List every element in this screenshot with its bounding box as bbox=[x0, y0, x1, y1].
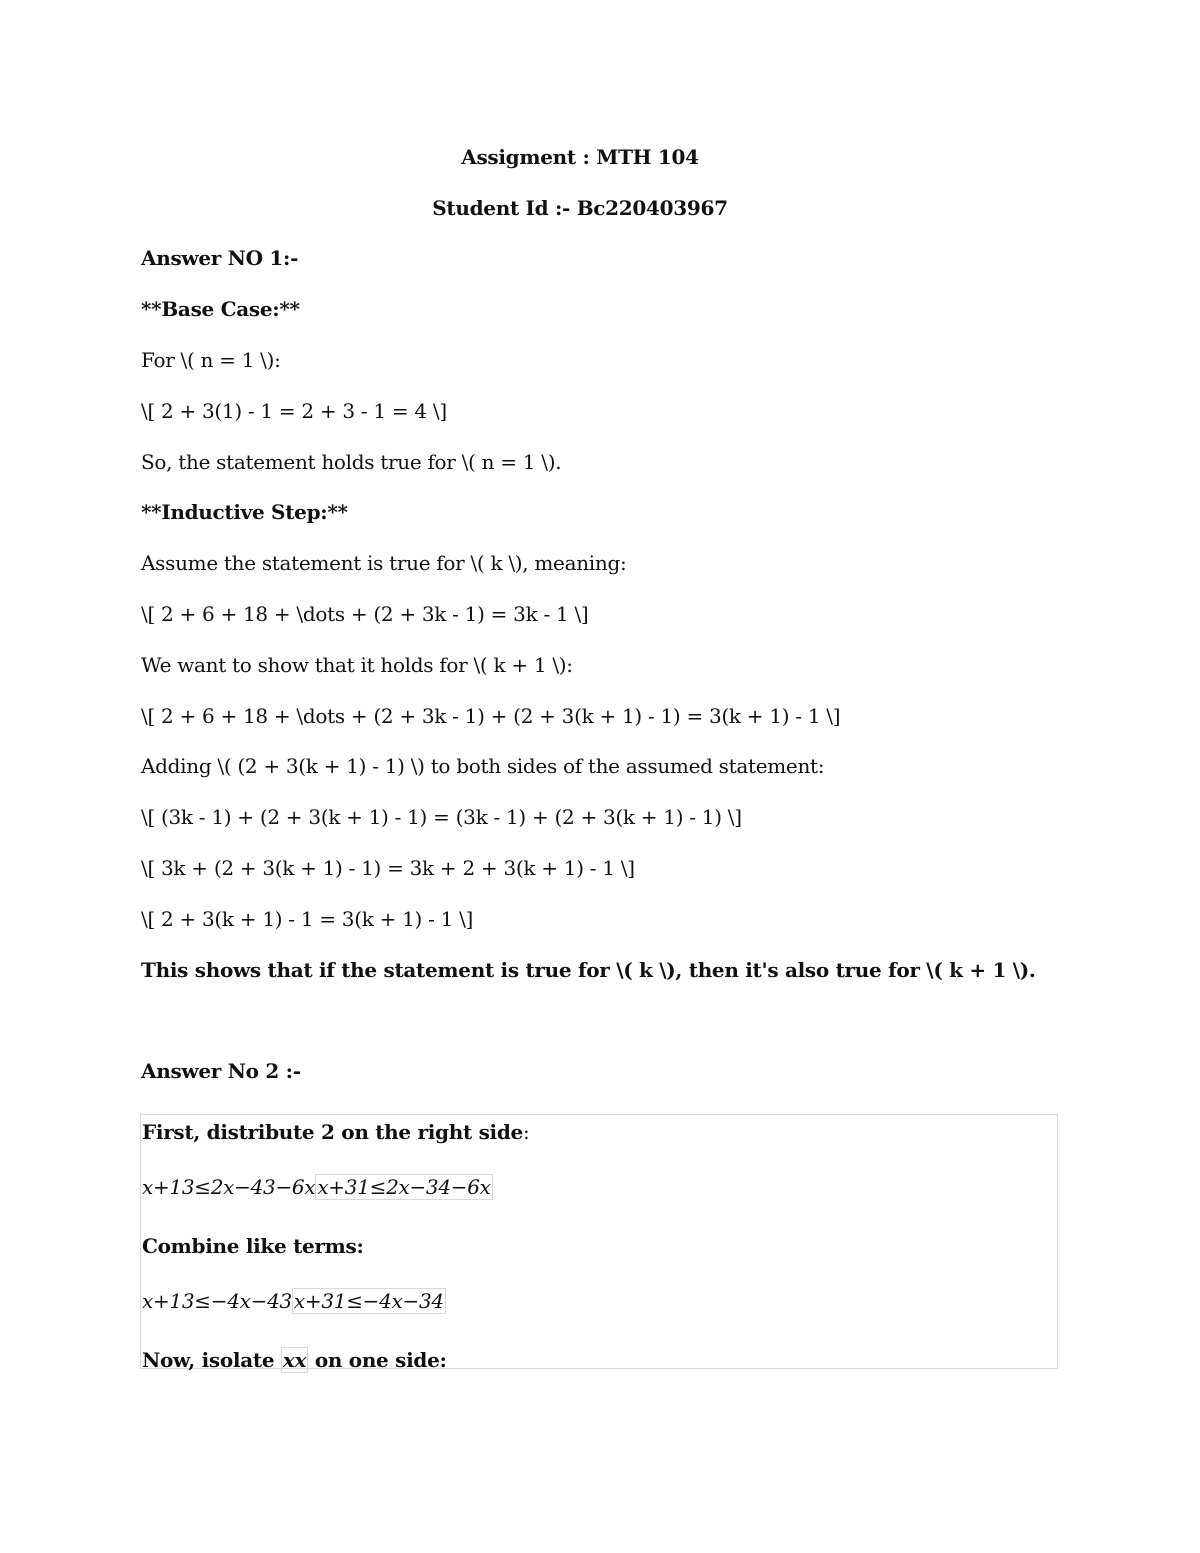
isolate-instruction bbox=[142, 1348, 447, 1372]
base-case-conclusion: So, the statement holds true for \( n = 1 \). bbox=[141, 450, 562, 474]
combined-equation bbox=[142, 1289, 446, 1313]
equation-k: \[ 2 + 6 + 18 + \dots + (2 + 3k - 1) = 3k - 1 \] bbox=[141, 602, 589, 626]
isolate-variable: xx bbox=[282, 1348, 307, 1372]
distributed-equation bbox=[142, 1175, 493, 1199]
isolate-post-text: on one side: bbox=[308, 1348, 447, 1372]
base-case-heading: **Base Case:** bbox=[141, 297, 300, 321]
inductive-step-heading: **Inductive Step:** bbox=[141, 500, 348, 524]
equation-k-plus-1: \[ 2 + 6 + 18 + \dots + (2 + 3k - 1) + (2 + 3(k + 1) - 1) = 3(k + 1) - 1 \] bbox=[141, 704, 841, 728]
student-id: Student Id :- Bc220403967 bbox=[432, 196, 728, 220]
equation-step-1: \[ (3k - 1) + (2 + 3(k + 1) - 1) = (3k - 1) + (2 + 3(k + 1) - 1) \] bbox=[141, 805, 742, 829]
document-title: Assigment : MTH 104 bbox=[461, 145, 699, 169]
equation-step-2: \[ 3k + (2 + 3(k + 1) - 1) = 3k + 2 + 3(k + 1) - 1 \] bbox=[141, 856, 635, 880]
equation-step-3: \[ 2 + 3(k + 1) - 1 = 3(k + 1) - 1 \] bbox=[141, 907, 474, 931]
for-n-equals-1: For \( n = 1 \): bbox=[141, 348, 281, 372]
isolate-pre-text: Now, isolate bbox=[142, 1348, 281, 1372]
adding-both-sides: Adding \( (2 + 3(k + 1) - 1) \) to both sides of the assumed statement: bbox=[141, 754, 825, 778]
equation-2-source: x+31≤−4x−34 bbox=[293, 1289, 444, 1313]
inductive-assumption: Assume the statement is true for \( k \), meaning: bbox=[141, 551, 627, 575]
want-to-show: We want to show that it holds for \( k + 1 \): bbox=[141, 653, 573, 677]
equation-1-rendered: x+13≤2x−43−6x bbox=[142, 1175, 316, 1199]
equation-2-rendered: x+13≤−4x−43 bbox=[142, 1289, 292, 1313]
distribute-text: First, distribute 2 on the right side bbox=[142, 1120, 523, 1144]
equation-1-source: x+31≤2x−34−6x bbox=[317, 1175, 491, 1199]
distribute-colon: : bbox=[522, 1120, 530, 1144]
answer-2-heading: Answer No 2 :- bbox=[141, 1059, 301, 1083]
base-case-equation: \[ 2 + 3(1) - 1 = 2 + 3 - 1 = 4 \] bbox=[141, 399, 447, 423]
induction-conclusion: This shows that if the statement is true for \( k \), then it's also true for \( k + 1 \). bbox=[141, 958, 1036, 982]
combine-like-terms: Combine like terms: bbox=[142, 1234, 364, 1258]
answer-1-heading: Answer NO 1:- bbox=[141, 246, 299, 270]
distribute-instruction bbox=[142, 1120, 529, 1144]
answer-2-content-box bbox=[140, 1114, 1058, 1372]
